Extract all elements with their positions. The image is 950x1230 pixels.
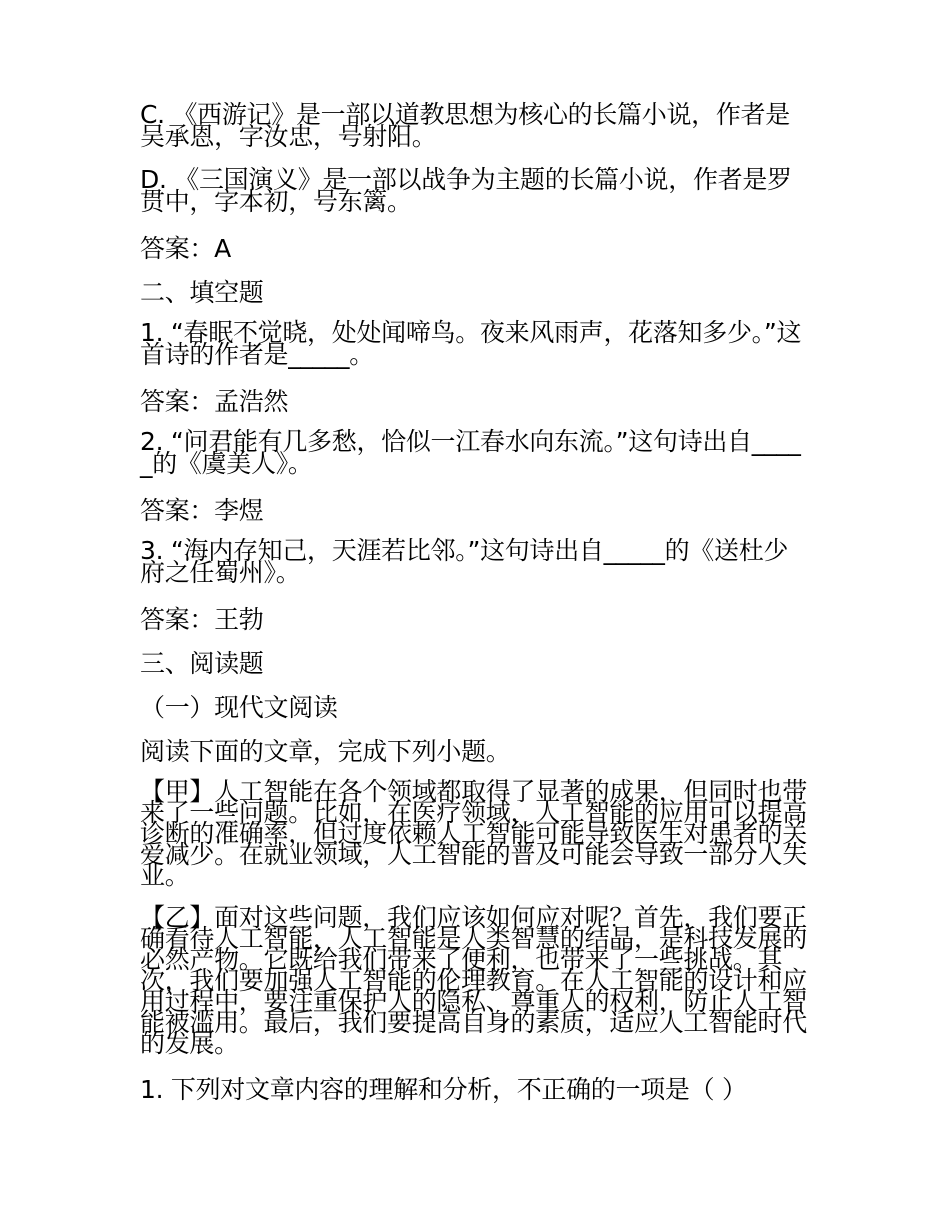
answer-fill-3: 答案：王勃: [140, 605, 264, 634]
section-heading-fill-blank: 二、填空题: [140, 278, 264, 307]
answer-fill-1: 答案：孟浩然: [140, 387, 289, 416]
question-fill-1: 1. “春眠不觉晓，处处闻啼鸟。夜来风雨声，花落知多少。”这首诗的作者是_____。: [140, 318, 802, 369]
question-reading-1: 1. 下列对文章内容的理解和分析，不正确的一项是（ ）: [140, 1075, 747, 1104]
document-page: [140, 100, 812, 1119]
passage-jia: 【甲】人工智能在各个领域都取得了显著的成果，但同时也带来了一些问题。比如，在医疗领域，人工智能的应用可以提高诊断的准确率，但过度依赖人工智能可能导致医生对患者的关爱减少。在就业领域，人工智能的普及可能会导致一部分人失业。: [140, 777, 807, 890]
section-heading-reading: 三、阅读题: [140, 649, 264, 678]
answer-1: 答案：A: [140, 234, 231, 263]
reading-instruction: 阅读下面的文章，完成下列小题。: [140, 737, 511, 766]
subsection-heading-modern-text: （一）现代文阅读: [140, 693, 338, 722]
question-fill-3: 3. “海内存知己，天涯若比邻。”这句诗出自_____的《送杜少府之任蜀州》。: [140, 536, 789, 587]
passage-yi: 【乙】面对这些问题，我们应该如何应对呢？首先，我们要正确看待人工智能，人工智能是人类智慧的结晶，是科技发展的必然产物。它既给我们带来了便利，也带来了一些挑战。其次，我们要加强人工智能的伦理教育。在人工智能的设计和应用过程中，要注重保护人的隐私、尊重人的权利，防止人工智能被滥用。最后，我们要提高自身的素质，适应人工智能时代的发展。: [140, 903, 807, 1058]
option-c: C. 《西游记》是一部以道教思想为核心的长篇小说，作者是吴承恩，字汝忠，号射阳。: [140, 100, 790, 151]
answer-fill-2: 答案：李煜: [140, 496, 264, 525]
option-d: D. 《三国演义》是一部以战争为主题的长篇小说，作者是罗贯中，字本初，号东篱。: [140, 165, 792, 216]
question-fill-2: 2. “问君能有几多愁，恰似一江春水向东流。”这句诗出自_____的《虞美人》。: [140, 427, 801, 478]
